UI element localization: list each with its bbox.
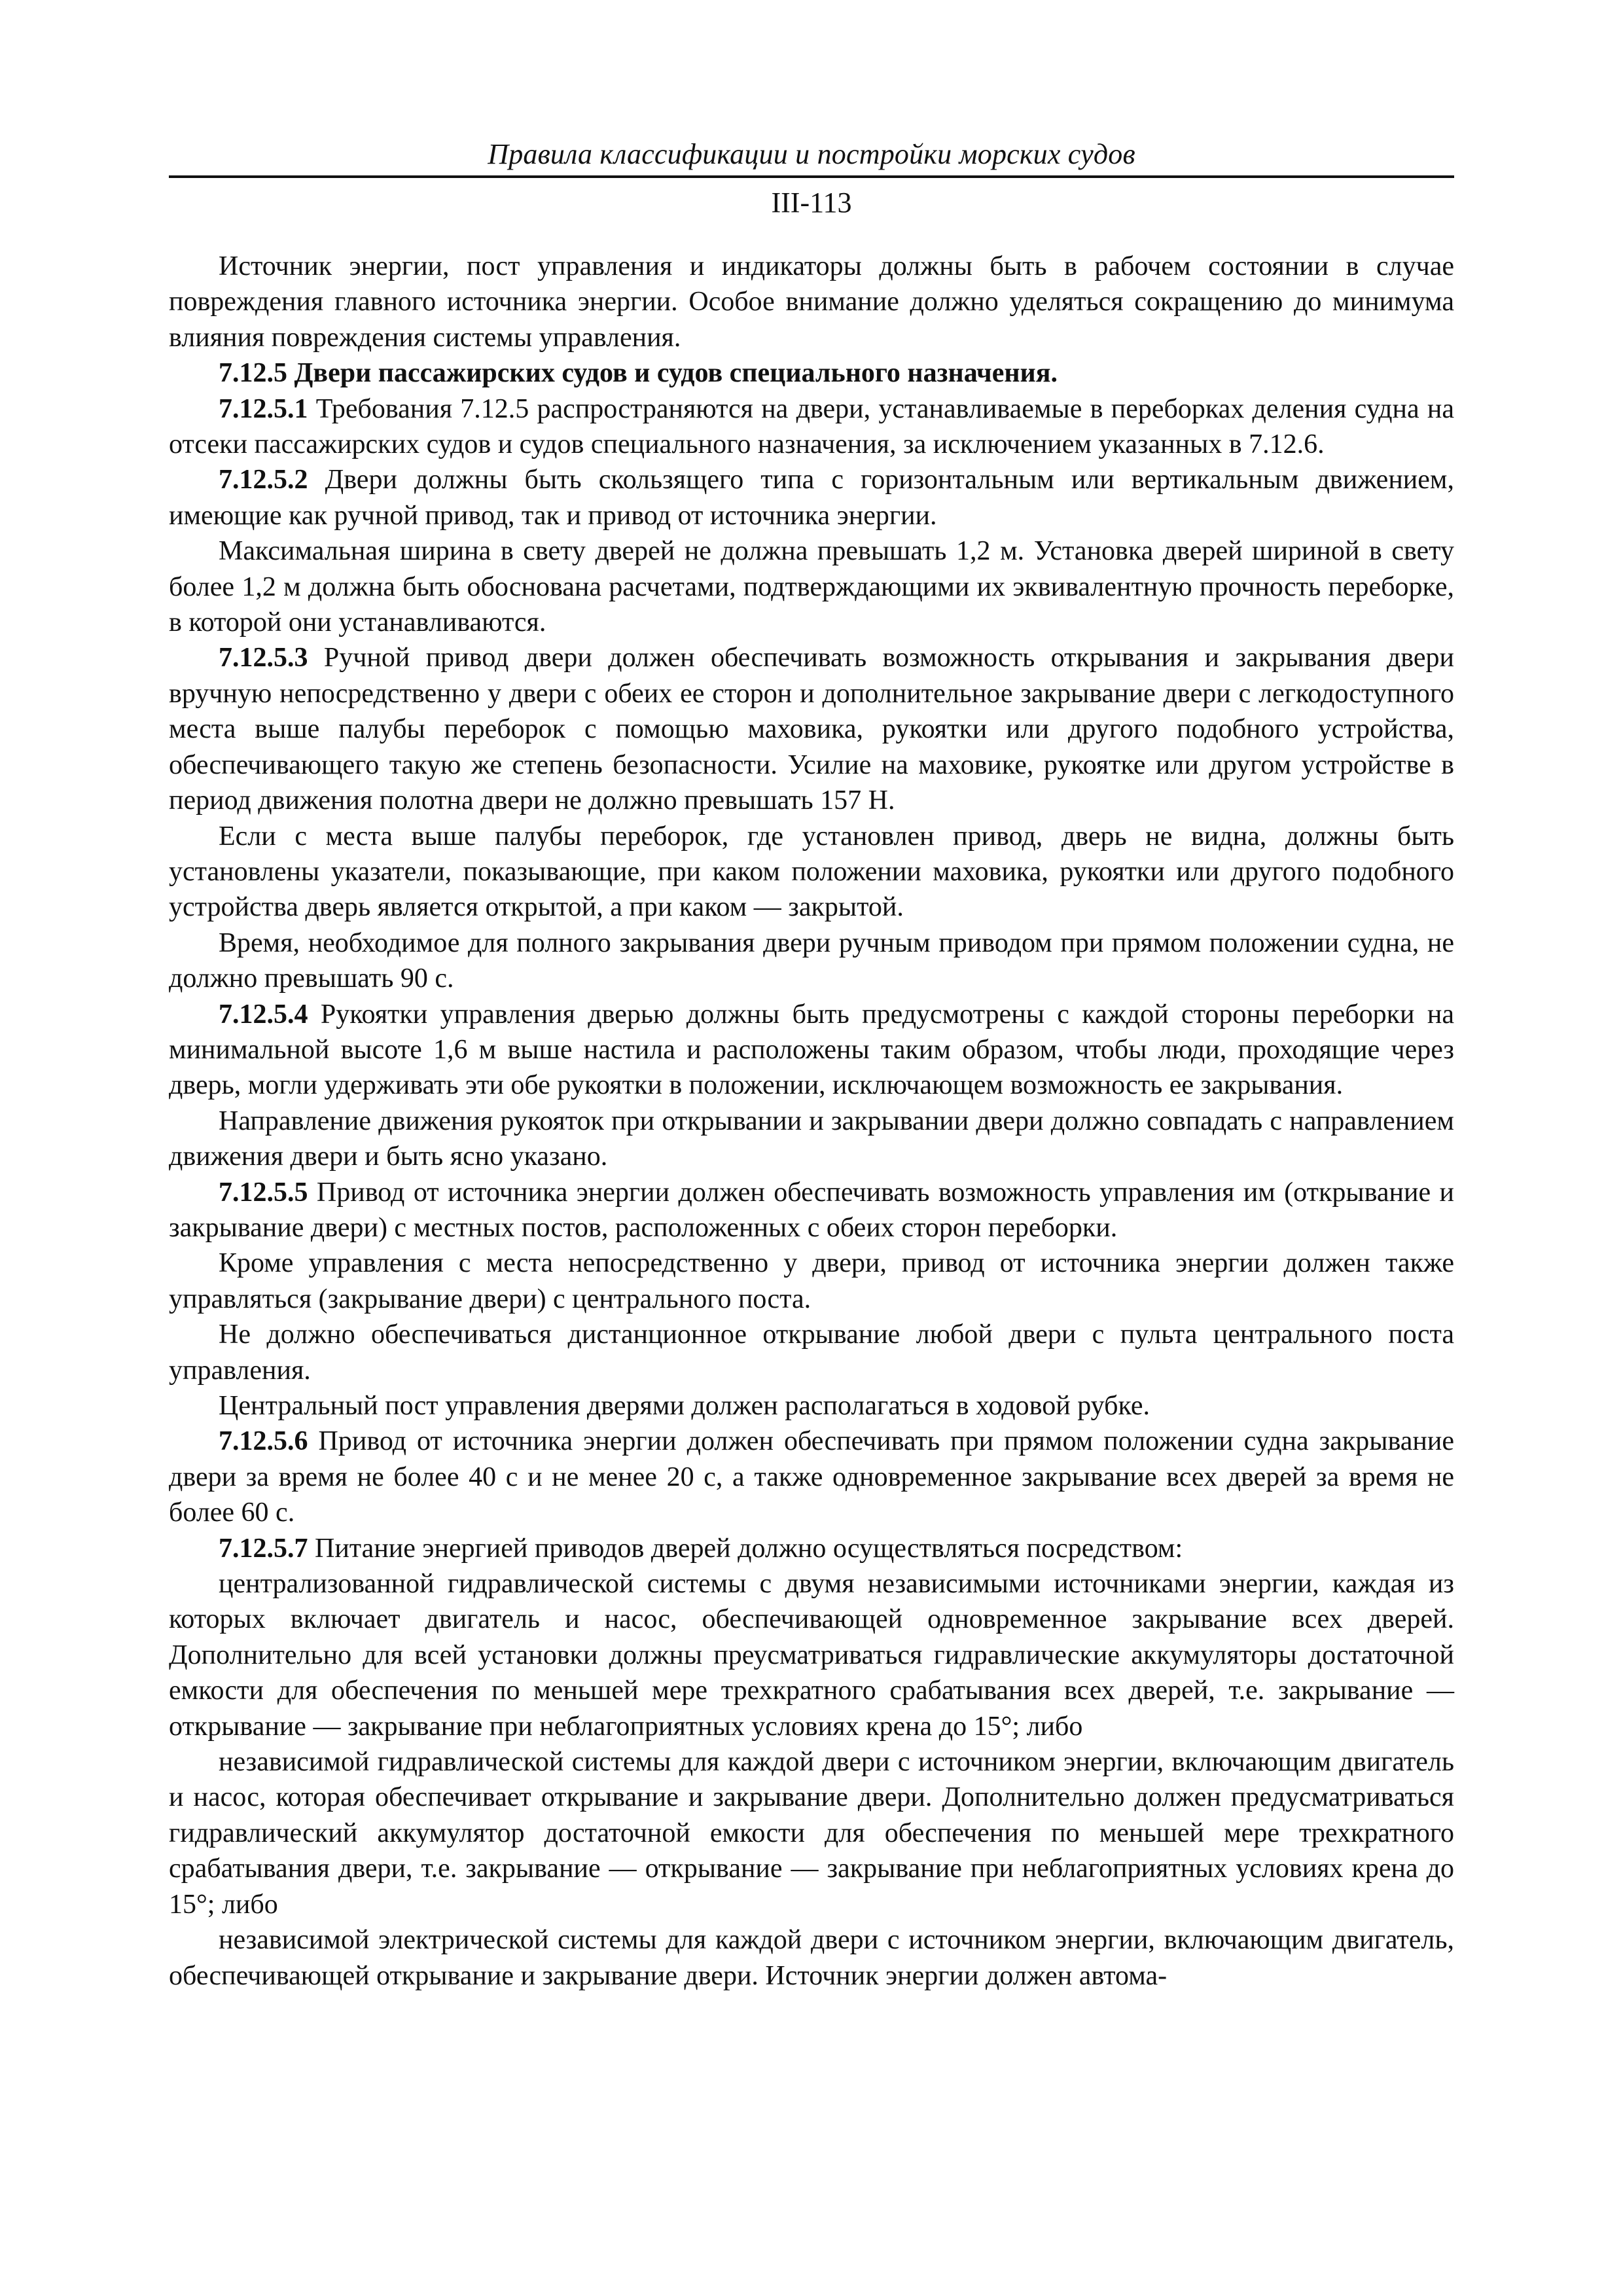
paragraph: 7.12.5.3 Ручной привод двери должен обеспечивать возможность открывания и закрывания двери вручную непосредственно у двери с обеих ее сторон и дополнительное закрывание двери с легкодоступного места выше палубы переборок с помощью маховика, рукоятки или другого подобного устройства, обеспечивающего такую же степень безопасности. Усилие на маховике, рукоятке или другом устройстве в период движения полотна двери не должно превышать 157 Н.	[169, 643, 1454, 816]
paragraph: независимой электрической системы для каждой двери с источником энергии, включающим двигатель, обеспечивающей открывание и закрывание двери. Источник энергии должен автома-	[169, 1925, 1454, 1991]
paragraph: 7.12.5.1 Требования 7.12.5 распространяются на двери, устанавливаемые в переборках деления судна на отсеки пассажирских судов и судов специального назначения, за исключением указанных в 7.12.6.	[169, 393, 1454, 460]
section-title: Двери пассажирских судов и судов специального назначения.	[287, 358, 1058, 389]
clause-number: 7.12.5.5	[219, 1177, 308, 1208]
paragraph: Не должно обеспечиваться дистанционное открывание любой двери с пульта центрального поста управления.	[169, 1319, 1454, 1386]
paragraph: независимой гидравлической системы для каждой двери с источником энергии, включающим двигатель и насос, которая обеспечивает открывание и закрывание двери. Дополнительно должен предусматриваться гидравлический аккумулятор достаточной емкости для обеспечения по меньшей мере трехкратного срабатывания двери, т.е. закрывание — открывание — закрывание при неблагоприятных условиях крена до 15°; либо	[169, 1747, 1454, 1920]
clause-number: 7.12.5.1	[219, 393, 308, 424]
paragraph: Направление движения рукояток при открывании и закрывании двери должно совпадать с направлением движения двери и быть ясно указано.	[169, 1105, 1454, 1172]
paragraph: 7.12.5.5 Привод от источника энергии должен обеспечивать возможность управления им (открывание и закрывание двери) с местных постов, расположенных с обеих сторон переборки.	[169, 1177, 1454, 1243]
header-rule	[169, 175, 1454, 178]
paragraph: Время, необходимое для полного закрывания двери ручным приводом при прямом положении судна, не должно превышать 90 с.	[169, 927, 1454, 994]
body-text	[169, 249, 1454, 1994]
section-number: 7.12.5	[219, 358, 287, 389]
clause-number: 7.12.5.2	[219, 465, 308, 495]
paragraph: Максимальная ширина в свету дверей не должна превышать 1,2 м. Установка дверей шириной в свету более 1,2 м должна быть обоснована расчетами, подтверждающими их эквивалентную прочность переборке, в которой они устанавливаются.	[169, 536, 1454, 638]
clause-number: 7.12.5.3	[219, 643, 308, 673]
clause-number: 7.12.5.4	[219, 999, 308, 1030]
clause-number: 7.12.5.6	[219, 1426, 308, 1457]
paragraph: 7.12.5.4 Рукоятки управления дверью должны быть предусмотрены с каждой стороны переборки на минимальной высоте 1,6 м выше настила и расположены таким образом, чтобы люди, проходящие через дверь, могли удерживать эти обе рукоятки в положении, исключающем возможность ее закрывания.	[169, 999, 1454, 1101]
paragraph: централизованной гидравлической системы с двумя независимыми источниками энергии, каждая из которых включает двигатель и насос, обеспечивающей одновременное закрывание всех дверей. Дополнительно для всей установки должны преусматриваться гидравлические аккумуляторы достаточной емкости для обеспечения по меньшей мере трехкратного срабатывания всех дверей, т.е. закрывание — открывание — закрывание при неблагоприятных условиях крена до 15°; либо	[169, 1569, 1454, 1742]
paragraph: Кроме управления с места непосредственно у двери, привод от источника энергии должен также управляться (закрывание двери) с центрального поста.	[169, 1248, 1454, 1314]
section-heading	[169, 355, 1454, 391]
paragraph: 7.12.5.7 Питание энергией приводов дверей должно осуществляться посредством:	[219, 1533, 1183, 1564]
running-header-title: Правила классификации и постройки морских судов	[488, 138, 1135, 170]
paragraph: Центральный пост управления дверями должен располагаться в ходовой рубке.	[219, 1391, 1150, 1421]
clause-number: 7.12.5.7	[219, 1533, 308, 1564]
paragraph: 7.12.5.2 Двери должны быть скользящего типа с горизонтальным или вертикальным движением, имеющие как ручной привод, так и привод от источника энергии.	[169, 465, 1454, 531]
paragraph: Источник энергии, пост управления и индикаторы должны быть в рабочем состоянии в случае повреждения главного источника энергии. Особое внимание должно уделяться сокращению до минимума влияния повреждения системы управления.	[169, 251, 1454, 353]
page-number: III-113	[771, 187, 852, 219]
paragraph: 7.12.5.6 Привод от источника энергии должен обеспечивать при прямом положении судна закрывание двери за время не более 40 с и не менее 20 с, а также одновременное закрывание всех дверей за время не более 60 с.	[169, 1426, 1454, 1528]
paragraph: Если с места выше палубы переборок, где установлен привод, дверь не видна, должны быть установлены указатели, показывающие, при каком положении маховика, рукоятки или другого подобного устройства дверь является открытой, а при каком — закрытой.	[169, 821, 1454, 923]
